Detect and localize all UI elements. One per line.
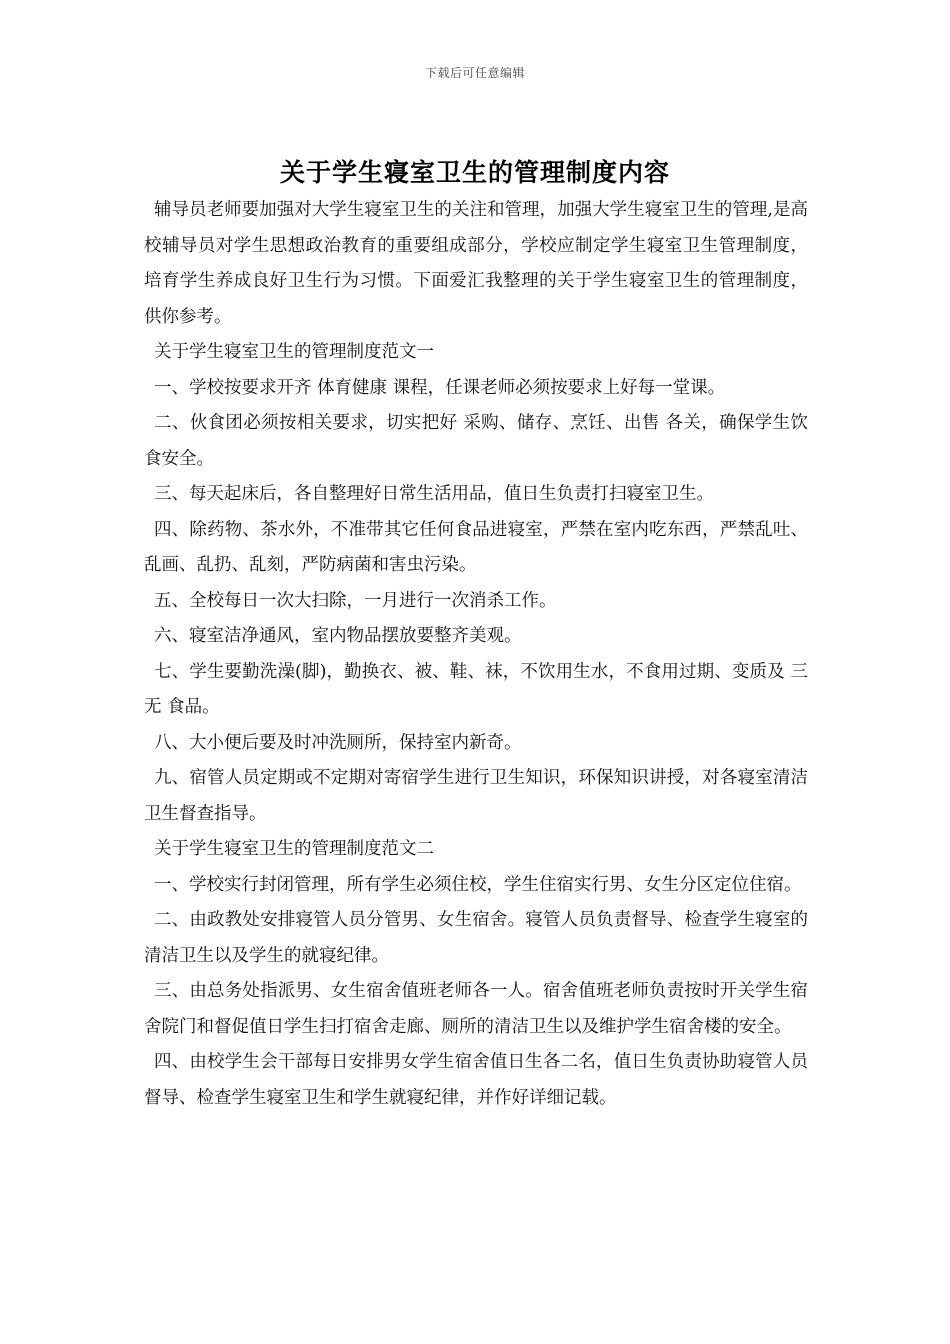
rule-item: 三、由总务处指派男、女生宿舍值班老师各一人。宿舍值班老师负责按时开关学生宿舍院门和督促值日学生扫打宿舍走廊、厕所的清洁卫生以及维护学生宿舍楼的安全。 (144, 981, 808, 1037)
rule-item: 九、宿管人员定期或不定期对寄宿学生进行卫生知识，环保知识讲授，对各寝室清洁卫生督查指导。 (144, 768, 808, 824)
document-body (144, 193, 808, 1116)
rule-item: 八、大小便后要及时冲洗厕所，保持室内新奇。 (154, 732, 522, 753)
rule-item: 一、学校按要求开齐 体育健康 课程，任课老师必须按要求上好每一堂课。 (154, 377, 726, 398)
rule-item: 二、伙食团必须按相关要求，切实把好 采购、储存、烹饪、出售 各关，确保学生饮食安全。 (144, 413, 808, 469)
rule-item: 四、除药物、茶水外，不准带其它任何食品进寝室，严禁在室内吃东西，严禁乱吐、乱画、乱扔、乱刻，严防病菌和害虫污染。 (144, 519, 808, 575)
section-heading-1: 关于学生寝室卫生的管理制度范文一 (154, 342, 434, 362)
rule-item: 五、全校每日一次大扫除，一月进行一次消杀工作。 (154, 590, 557, 611)
rule-item: 三、每天起床后，各自整理好日常生活用品，值日生负责打扫寝室卫生。 (154, 484, 714, 504)
rule-item: 七、学生要勤洗澡(脚)，勤换衣、被、鞋、袜，不饮用生水，不食用过期、变质及 三无 食品。 (144, 661, 808, 717)
rule-item: 四、由校学生会干部每日安排男女学生宿舍值日生各二名，值日生负责协助寝管人员督导、检查学生寝室卫生和学生就寝纪律，并作好详细记载。 (144, 1052, 808, 1108)
document-title: 关于学生寝室卫生的管理制度内容 (279, 158, 670, 187)
rule-item: 六、寝室洁净通风，室内物品摆放要整齐美观。 (154, 626, 522, 646)
section-heading-2: 关于学生寝室卫生的管理制度范文二 (154, 839, 434, 859)
header-note: 下载后可任意编辑 (424, 66, 525, 80)
intro-paragraph: 辅导员老师要加强对大学生寝室卫生的关注和管理，加强大学生寝室卫生的管理,是高校辅导员对学生思想政治教育的重要组成部分，学校应制定学生寝室卫生管理制度，培育学生养成良好卫生行为习惯。下面爱汇我整理的关于学生寝室卫生的管理制度，供你参考。 (144, 200, 808, 327)
rule-item: 一、学校实行封闭管理，所有学生必须住校，学生住宿实行男、女生分区定位住宿。 (154, 874, 802, 895)
rule-item: 二、由政教处安排寝管人员分管男、女生宿舍。寝管人员负责督导、检查学生寝室的清洁卫生以及学生的就寝纪律。 (144, 910, 808, 966)
